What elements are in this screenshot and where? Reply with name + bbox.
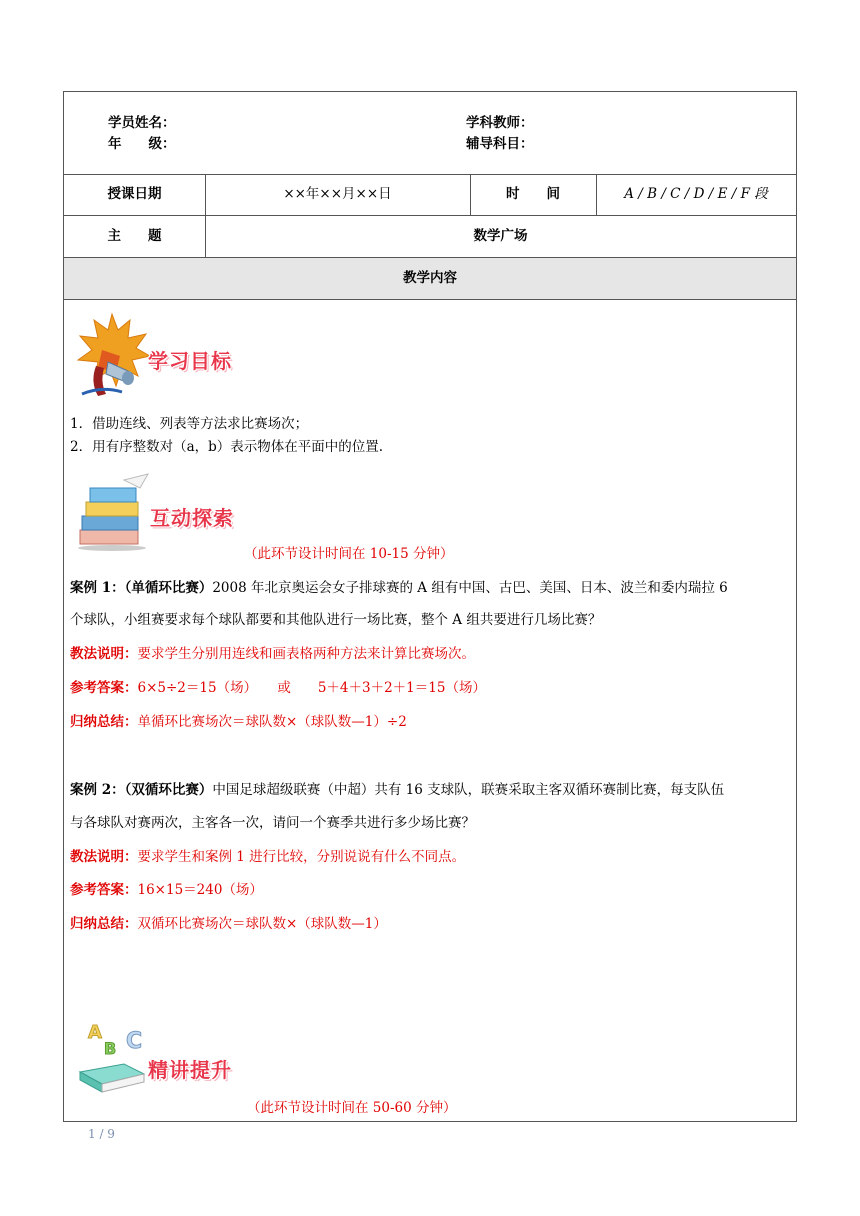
- date-value: ××年××月××日: [283, 186, 392, 202]
- grade-label: 年 级：: [108, 136, 176, 152]
- abc-letter: C: [126, 1029, 143, 1054]
- method-label: 教法说明：: [70, 849, 138, 865]
- abc-letter: B: [104, 1039, 117, 1058]
- case1-text: 2008 年北京奥运会女子排球赛的 A 组有中国、古巴、美国、日本、波兰和委内瑞拉 6: [212, 580, 728, 596]
- section-title-goals: 学习目标: [148, 349, 232, 373]
- case2-line2: 与各球队对赛两次，主客各一次，请问一个赛季共进行多少场比赛？: [70, 815, 475, 831]
- case2-answer: [70, 875, 794, 905]
- section-title-explore: 互动探索: [150, 506, 234, 530]
- method-text: 要求学生分别用连线和画表格两种方法来计算比赛场次。: [137, 646, 475, 662]
- abc-letter: A: [88, 1022, 102, 1043]
- case2-method: [70, 842, 794, 872]
- topic-value: 数学广场: [473, 228, 528, 244]
- summary-label: 归纳总结：: [70, 714, 138, 730]
- teacher-label: 学科教师：: [466, 115, 534, 131]
- date-label: 授课日期: [107, 186, 162, 202]
- case1-method: [70, 639, 794, 669]
- case2-label: 案例 2：（双循环比赛）: [70, 782, 213, 798]
- method-text: 要求学生和案例 1 进行比较，分别说说有什么不同点。: [137, 849, 466, 865]
- time-note: （此环节设计时间在 50-60 分钟）: [247, 1100, 457, 1116]
- case2-summary: [70, 909, 794, 939]
- subject-label: 辅导科目：: [466, 136, 534, 152]
- lesson-table: [63, 91, 797, 1122]
- summary-text: 单循环比赛场次＝球队数×（球队数—1）÷2: [137, 714, 407, 730]
- goal-item: 1．借助连线、列表等方法求比赛场次；: [70, 416, 309, 432]
- case1-summary: [70, 707, 794, 737]
- case1-line2: 个球队，小组赛要求每个球队都要和其他队进行一场比赛，整个 A 组共要进行几场比赛？: [70, 612, 602, 628]
- answer-label: 参考答案：: [70, 882, 138, 898]
- time-label: 时 间: [506, 186, 560, 202]
- case1-line1: [70, 573, 794, 603]
- summary-text: 双循环比赛场次＝球队数×（球队数—1）: [137, 916, 387, 932]
- answer-text: 16×15＝240（场）: [137, 882, 263, 898]
- case2-line1: [70, 775, 794, 805]
- books-icon: [74, 472, 154, 552]
- case1-label: 案例 1：（单循环比赛）: [70, 580, 213, 596]
- method-label: 教法说明：: [70, 646, 138, 662]
- topic-label: 主 题: [107, 228, 162, 244]
- answer-label: 参考答案：: [70, 680, 138, 696]
- maple-leaf-bell-icon: [72, 310, 152, 402]
- page-number: 1 / 9: [88, 1127, 115, 1141]
- summary-label: 归纳总结：: [70, 916, 138, 932]
- divider: [64, 299, 796, 300]
- case2-text: 中国足球超级联赛（中超）共有 16 支球队，联赛采取主客双循环赛制比赛，每支队伍: [212, 782, 725, 798]
- divider: [64, 215, 796, 216]
- time-note: （此环节设计时间在 10-15 分钟）: [244, 546, 454, 562]
- time-value: A / B / C / D / E / F 段: [624, 186, 768, 202]
- answer-text: 6×5÷2＝15（场） 或 5＋4＋3＋2＋1＝15（场）: [137, 680, 486, 696]
- section-title-improve: 精讲提升: [148, 1058, 232, 1082]
- content-header: 教学内容: [403, 270, 457, 286]
- student-name-label: 学员姓名：: [108, 115, 176, 131]
- abc-book-icon: [74, 1020, 150, 1096]
- case1-answer: [70, 673, 794, 703]
- divider: [64, 174, 796, 175]
- goal-item: 2．用有序整数对（a，b）表示物体在平面中的位置.: [70, 439, 384, 455]
